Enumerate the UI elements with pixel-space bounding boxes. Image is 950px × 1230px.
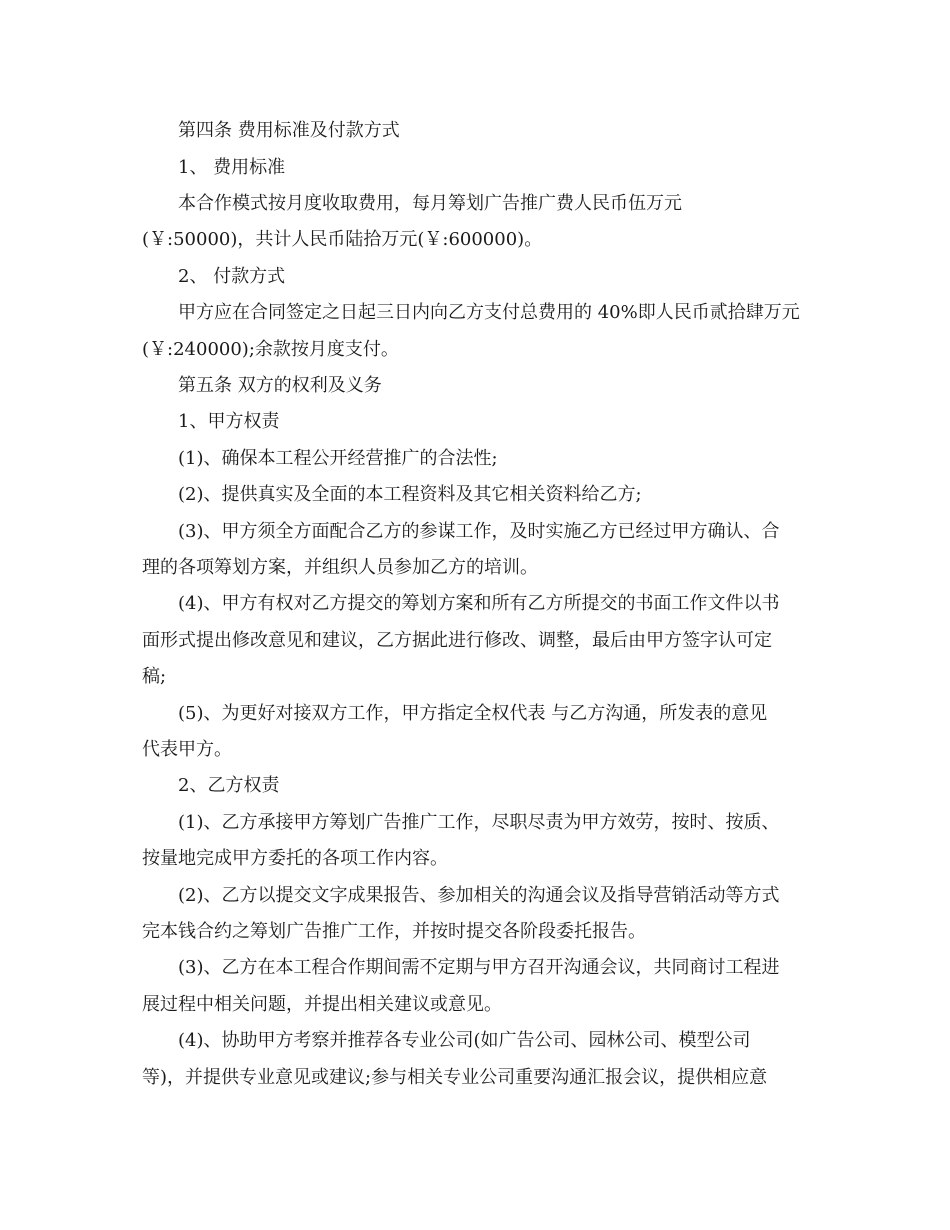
paragraph-line: (￥:50000)，共计人民币陆拾万元(￥:600000)。: [142, 229, 543, 250]
list-item: (4)、甲方有权对乙方提交的筹划方案和所有乙方所提交的书面工作文件以书: [178, 593, 780, 614]
list-item-continuation: 稿;: [142, 666, 167, 687]
list-item: (1)、乙方承接甲方筹划广告推广工作，尽职尽责为甲方效劳，按时、按质、: [178, 812, 780, 833]
party-b-rights-heading: 2、乙方权责: [178, 775, 280, 796]
list-item: (2)、提供真实及全面的本工程资料及其它相关资料给乙方;: [178, 484, 642, 505]
article-5-heading: 第五条 双方的权利及义务: [178, 375, 382, 396]
list-item-continuation: 展过程中相关问题，并提出相关建议或意见。: [142, 994, 502, 1015]
list-item-continuation: 完本钱合约之筹划广告推广工作，并按时提交各阶段委托报告。: [142, 921, 646, 942]
list-item: (3)、甲方须全方面配合乙方的参谋工作，及时实施乙方已经过甲方确认、合: [178, 521, 780, 542]
paragraph-line: 甲方应在合同签定之日起三日内向乙方支付总费用的 40%即人民币贰拾肆万元: [178, 302, 800, 323]
list-item: (3)、乙方在本工程合作期间需不定期与甲方召开沟通会议，共同商讨工程进: [178, 957, 780, 978]
list-item: (4)、协助甲方考察并推荐各专业公司(如广告公司、园林公司、模型公司: [178, 1030, 751, 1051]
list-item: (1)、确保本工程公开经营推广的合法性;: [178, 448, 498, 469]
section-fee-standard-heading: 1、 费用标准: [178, 157, 286, 178]
party-a-rights-heading: 1、甲方权责: [178, 411, 280, 432]
list-item-continuation: 面形式提出修改意见和建议，乙方据此进行修改、调整，最后由甲方签字认可定: [142, 630, 772, 651]
list-item-continuation: 代表甲方。: [142, 739, 232, 760]
section-payment-method-heading: 2、 付款方式: [178, 266, 286, 287]
list-item-continuation: 等)，并提供专业意见或建议;参与相关专业公司重要沟通汇报会议，提供相应意: [142, 1067, 768, 1088]
list-item-continuation: 按量地完成甲方委托的各项工作内容。: [142, 848, 448, 869]
paragraph-line: 本合作模式按月度收取费用，每月筹划广告推广费人民币伍万元: [178, 193, 682, 214]
article-4-heading: 第四条 费用标准及付款方式: [178, 120, 400, 141]
paragraph-line: (￥:240000);余款按月度支付。: [142, 339, 399, 360]
list-item-continuation: 理的各项筹划方案，并组织人员参加乙方的培训。: [142, 557, 538, 578]
list-item: (2)、乙方以提交文字成果报告、参加相关的沟通会议及指导营销活动等方式: [178, 885, 780, 906]
list-item: (5)、为更好对接双方工作，甲方指定全权代表 与乙方沟通，所发表的意见: [178, 703, 768, 724]
